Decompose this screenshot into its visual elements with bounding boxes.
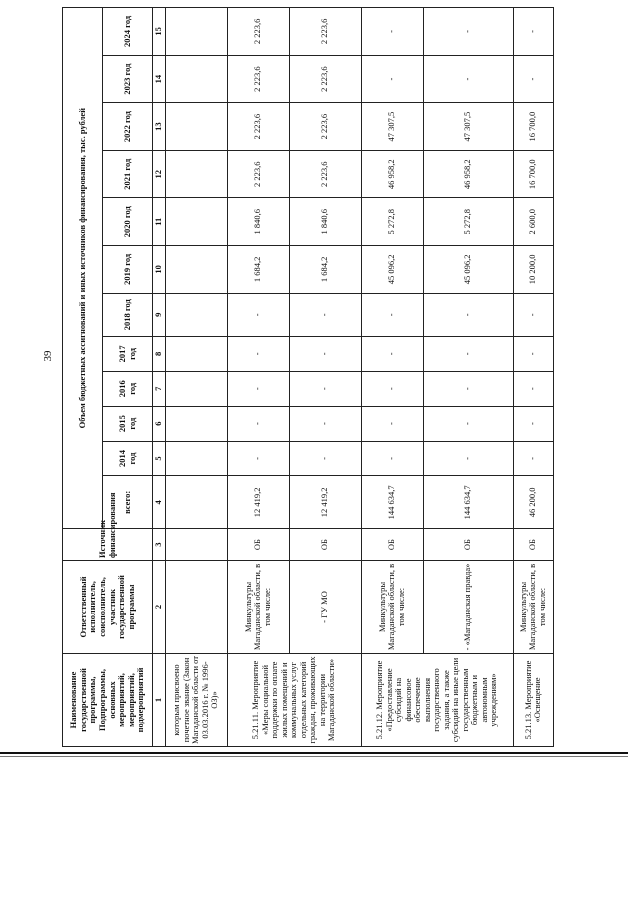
row-total: 144 634,7 <box>361 476 423 529</box>
column-number: 13 <box>153 103 166 151</box>
row-source <box>165 529 227 561</box>
row-total: 12 419,2 <box>289 476 361 529</box>
row-name: 5.21.13. Мероприятие «Освещение <box>513 653 553 746</box>
row-executor <box>165 560 227 653</box>
row-value: 1 684,2 <box>289 246 361 294</box>
row-value: 2 600,0 <box>513 198 553 246</box>
row-value: - <box>423 293 513 336</box>
header-source: Источник финансирования <box>63 529 153 561</box>
row-value: 47 307,5 <box>423 103 513 151</box>
column-number: 14 <box>153 55 166 103</box>
header-year-2022: 2022 год <box>103 103 153 151</box>
row-value: - <box>513 371 553 406</box>
row-name: которым присвоено почетное звание (Закон Магаданской области от 03.03.2016 г. № 1996-ОЗ)» <box>165 653 227 746</box>
row-total: 46 200,0 <box>513 476 553 529</box>
column-numbers-row <box>153 8 166 747</box>
row-name: 5.21.12. Мероприятие «Предоставление субсидий на финансовое обеспечение выполнения государственного задания, а также субсидий на иные цели государственным бюджетным и автономным учреждениям» <box>361 653 513 746</box>
row-value <box>165 8 227 56</box>
table-row <box>361 8 423 747</box>
row-value: - <box>423 55 513 103</box>
row-value: 5 272,8 <box>423 198 513 246</box>
row-source: ОБ <box>289 529 361 561</box>
column-number: 10 <box>153 246 166 294</box>
row-value: - <box>361 293 423 336</box>
row-value <box>165 371 227 406</box>
header-year-2018: 2018 год <box>103 293 153 336</box>
column-number: 5 <box>153 441 166 476</box>
row-value: - <box>361 8 423 56</box>
row-value: - <box>513 55 553 103</box>
row-source: ОБ <box>513 529 553 561</box>
column-number: 7 <box>153 371 166 406</box>
row-value: - <box>361 441 423 476</box>
header-total: всего: <box>103 476 153 529</box>
row-value: - <box>289 371 361 406</box>
row-value: - <box>361 371 423 406</box>
row-value: 2 223,6 <box>289 103 361 151</box>
rotated-table-region <box>62 7 548 747</box>
row-value: 16 700,0 <box>513 103 553 151</box>
header-year-2020: 2020 год <box>103 198 153 246</box>
row-value: 2 223,6 <box>289 150 361 198</box>
row-value: 46 958,2 <box>361 150 423 198</box>
row-value: - <box>361 406 423 441</box>
row-value: - <box>513 336 553 371</box>
header-year-2021: 2021 год <box>103 150 153 198</box>
column-number: 2 <box>153 560 166 653</box>
row-executor: Минкультуры Магаданской области, в том числе: <box>513 560 553 653</box>
row-value: - <box>361 336 423 371</box>
row-value: - <box>227 293 289 336</box>
row-value: - <box>361 55 423 103</box>
table-row <box>423 8 513 747</box>
row-value <box>165 293 227 336</box>
column-number: 11 <box>153 198 166 246</box>
row-value: 47 307,5 <box>361 103 423 151</box>
column-number: 9 <box>153 293 166 336</box>
header-year-2024: 2024 год <box>103 8 153 56</box>
row-value: 2 223,6 <box>227 150 289 198</box>
column-number: 6 <box>153 406 166 441</box>
row-value: - <box>423 336 513 371</box>
row-value: 46 958,2 <box>423 150 513 198</box>
header-year-2016: 2016 год <box>103 371 153 406</box>
row-value: 5 272,8 <box>361 198 423 246</box>
row-value <box>165 198 227 246</box>
row-value: - <box>227 441 289 476</box>
column-number: 1 <box>153 653 166 746</box>
header-year-2019: 2019 год <box>103 246 153 294</box>
row-value: - <box>513 293 553 336</box>
row-value: - <box>289 336 361 371</box>
row-value <box>165 441 227 476</box>
row-value: 1 840,6 <box>227 198 289 246</box>
row-executor: - «Магаданская правда» <box>423 560 513 653</box>
page-divider-shadow <box>0 756 628 757</box>
row-executor: Минкультуры Магаданской области, в том числе: <box>361 560 423 653</box>
row-value: 1 840,6 <box>289 198 361 246</box>
row-source: ОБ <box>361 529 423 561</box>
row-value: 45 096,2 <box>361 246 423 294</box>
row-source: ОБ <box>227 529 289 561</box>
row-value: - <box>289 441 361 476</box>
row-value <box>165 150 227 198</box>
row-name: 5.21.11. Мероприятие «Меры социальной поддержки по оплате жилых помещений и коммунальных услуг отдельных категорий граждан, проживающих на территории Магаданской области» <box>227 653 361 746</box>
table-row <box>289 8 361 747</box>
table-row <box>227 8 289 747</box>
column-number: 4 <box>153 476 166 529</box>
header-year-2015: 2015 год <box>103 406 153 441</box>
row-value: - <box>513 8 553 56</box>
row-value: - <box>227 336 289 371</box>
row-value: - <box>289 406 361 441</box>
row-value: 16 700,0 <box>513 150 553 198</box>
row-value <box>165 103 227 151</box>
row-value: 2 223,6 <box>227 103 289 151</box>
row-value: - <box>227 371 289 406</box>
row-value: 2 223,6 <box>289 55 361 103</box>
row-value <box>165 246 227 294</box>
header-year-2014: 2014 год <box>103 441 153 476</box>
row-value: - <box>513 441 553 476</box>
row-source: ОБ <box>423 529 513 561</box>
row-value: - <box>423 441 513 476</box>
header-year-2023: 2023 год <box>103 55 153 103</box>
page-number: 39 <box>42 350 54 362</box>
row-value: - <box>513 406 553 441</box>
row-value: - <box>423 371 513 406</box>
row-value: - <box>289 293 361 336</box>
row-total <box>165 476 227 529</box>
column-number: 3 <box>153 529 166 561</box>
header-volume: Объем бюджетных ассигнований и иных источников финансирования, тыс. рублей <box>63 8 103 529</box>
row-value: 2 223,6 <box>227 55 289 103</box>
row-value: - <box>423 406 513 441</box>
financing-table <box>62 7 554 747</box>
row-value: - <box>227 406 289 441</box>
row-value: 2 223,6 <box>227 8 289 56</box>
header-year-2017: 2017 год <box>103 336 153 371</box>
row-value <box>165 406 227 441</box>
row-total: 12 419,2 <box>227 476 289 529</box>
row-value: 1 684,2 <box>227 246 289 294</box>
table-row <box>513 8 553 747</box>
row-executor: - ГУ МО <box>289 560 361 653</box>
row-value <box>165 55 227 103</box>
row-value: 2 223,6 <box>289 8 361 56</box>
row-value: 10 200,0 <box>513 246 553 294</box>
column-number: 12 <box>153 150 166 198</box>
row-value: - <box>423 8 513 56</box>
column-number: 8 <box>153 336 166 371</box>
row-executor: Минкультуры Магаданской области, в том числе: <box>227 560 289 653</box>
column-number: 15 <box>153 8 166 56</box>
page-divider <box>0 752 628 754</box>
header-name: Наименование государственной программы, Подпрограммы, основных мероприятий, мероприятий, подмероприятий <box>63 653 153 746</box>
header-executor: Ответственный исполнитель, соисполнитель, участник государственной программы <box>63 560 153 653</box>
row-value <box>165 336 227 371</box>
row-total: 144 634,7 <box>423 476 513 529</box>
table-row <box>165 8 227 747</box>
row-value: 45 096,2 <box>423 246 513 294</box>
